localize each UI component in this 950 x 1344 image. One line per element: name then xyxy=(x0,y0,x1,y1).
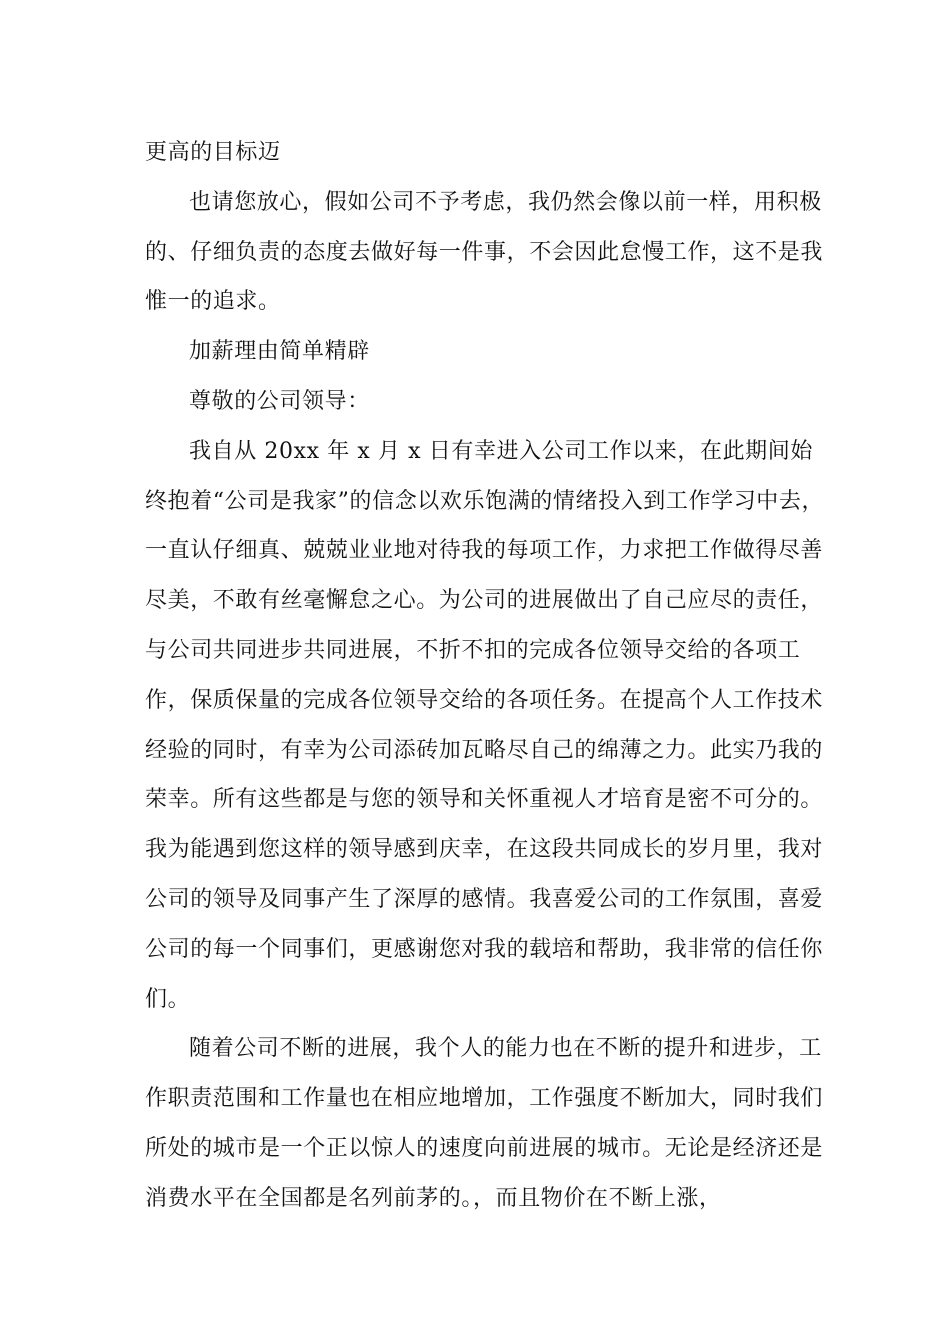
section-heading: 加薪理由简单精辟 xyxy=(189,339,370,365)
salutation: 尊敬的公司领导： xyxy=(189,388,370,414)
paragraph-body-1: 我自从 20xx 年 x 月 x 日有幸进入公司工作以来，在此期间始终抱着“公司是我家”的信念以欢乐饱满的情绪投入到工作学习中去，一直认仔细真、兢兢业业地对待我的每项工作，力求把工作做得尽善尽美，不敢有丝毫懈怠之心。为公司的进展做出了自己应尽的责任，与公司共同进步共同进展，不折不扣的完成各位领导交给的各项工作，保质保量的完成各位领导交给的各项任务。在提高个人工作技术经验的同时，有幸为公司添砖加瓦略尽自己的绵薄之力。此实乃我的荣幸。所有这些都是与您的领导和关怀重视人才培育是密不可分的。我为能遇到您这样的领导感到庆幸，在这段共同成长的岁月里，我对公司的领导及同事产生了深厚的感情。我喜爱公司的工作氛围，喜爱公司的每一个同事们，更感谢您对我的载培和帮助，我非常的信任你们。 xyxy=(145,438,825,1012)
paragraph-fragment: 更高的目标迈 xyxy=(145,140,281,165)
paragraph-reassurance: 也请您放心，假如公司不予考虑，我仍然会像以前一样，用积极的、仔细负责的态度去做好每一件事，不会因此怠慢工作，这不是我惟一的追求。 xyxy=(145,189,824,315)
paragraph-body-2: 随着公司不断的进展，我个人的能力也在不断的提升和进步，工作职责范围和工作量也在相应地增加，工作强度不断加大，同时我们所处的城市是一个正以惊人的速度向前进展的城市。无论是经济还是消费水平在全国都是名列前茅的。，而且物价在不断上涨， xyxy=(145,1036,824,1211)
document-body xyxy=(145,128,825,1224)
